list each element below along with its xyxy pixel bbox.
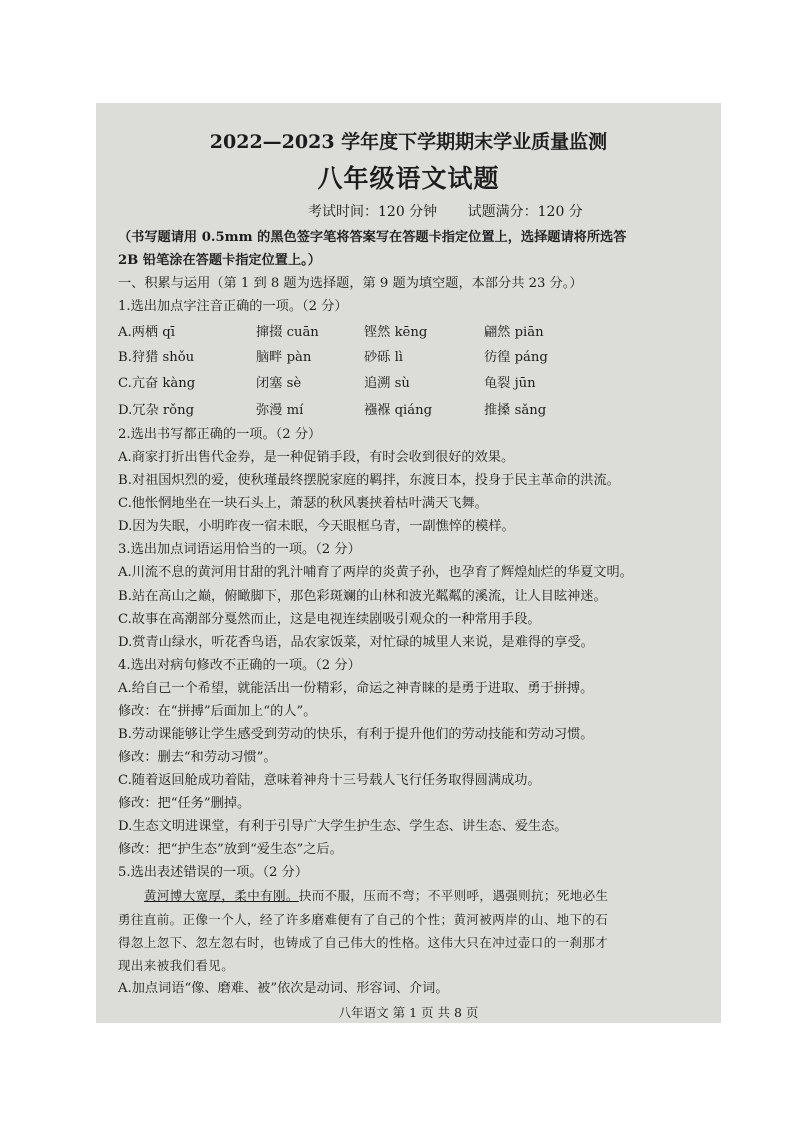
q4-stem: 4.选出对病句修改不正确的一项。（2 分） [118, 658, 361, 673]
q1-option-c-1: C.亢奋 kàng [118, 376, 196, 391]
q1-option-b-2: 脑畔 pàn [256, 350, 312, 365]
exam-paper [96, 103, 721, 1023]
instruction-line-2: 2B 铅笔涂在答题卡指定位置上。） [118, 253, 321, 268]
q4-fix-c: 修改：把“任务”删掉。 [118, 796, 251, 811]
q3-option-b: B.站在高山之巅，俯瞰脚下，那色彩斑斓的山林和波光粼粼的溪流，让人目眩神迷。 [118, 589, 607, 604]
q5-passage-line-1-rest: 抉而不服，压而不弯；不平则呼，遇强则抗；死地必生 [298, 888, 609, 903]
q5-option-a: A.加点词语“像、磨难、被”依次是动词、形容词、介词。 [118, 981, 449, 996]
q1-option-b-4: 彷徨 páng [484, 350, 548, 365]
q4-option-d: D.生态文明进课堂，有利于引导广大学生护生态、学生态、讲生态、爱生态。 [118, 819, 568, 834]
q2-option-d: D.因为失眠，小明昨夜一宿未眠，今天眼框乌青，一副憔悴的模样。 [118, 519, 515, 534]
q1-option-a-2: 撺掇 cuān [256, 325, 319, 340]
q2-option-a: A.商家打折出售代金券，是一种促销手段，有时会收到很好的效果。 [118, 450, 515, 465]
q1-option-d-4: 推搡 sǎng [484, 403, 547, 418]
full-score: 试题满分：120 分 [467, 204, 583, 220]
q2-option-c: C.他怅惘地坐在一块石头上，萧瑟的秋风裹挟着枯叶满天飞舞。 [118, 496, 488, 511]
q2-stem: 2.选出书写都正确的一项。（2 分） [118, 427, 322, 442]
q2-option-b: B.对祖国炽烈的爱，使秋瑾最终摆脱家庭的羁拌，东渡日本，投身于民主革命的洪流。 [118, 473, 620, 488]
exam-time: 考试时间：120 分钟 [308, 204, 438, 220]
q1-stem: 1.选出加点字注音正确的一项。（2 分） [118, 299, 348, 314]
q1-option-a-4: 翩然 piān [484, 325, 544, 340]
exam-subject-title: 八年级语文试题 [317, 164, 500, 193]
q5-passage-line-4: 现出来被我们看见。 [118, 958, 235, 973]
q5-passage-line-2: 勇往直前。正像一个人，经了许多磨难便有了自己的个性；黄河被两岸的山、地下的石 [118, 912, 609, 927]
q5-passage-line-3: 得忽上忽下、忽左忽右时，也铸成了自己伟大的性格。这伟大只在冲过壶口的一刹那才 [118, 935, 609, 950]
q3-option-a: A.川流不息的黄河用甘甜的乳汁哺育了两岸的炎黄子孙，也孕育了辉煌灿烂的华夏文明。 [118, 565, 633, 580]
q3-option-c: C.故事在高潮部分戛然而止，这是电视连续剧吸引观众的一种常用手段。 [118, 612, 541, 627]
q4-option-c: C.随着返回舱成功着陆，意味着神舟十三号载人飞行任务取得圆满成功。 [118, 773, 541, 788]
q1-option-d-3: 襁褓 qiáng [364, 403, 433, 418]
q5-passage-underlined: 黄河博大宽厚，柔中有刚。 [144, 888, 299, 903]
q1-option-c-3: 追溯 sù [364, 376, 410, 391]
section-title: 一、积累与运用（第 1 到 8 题为选择题，第 9 题为填空题，本部分共 23 分。） [118, 276, 583, 291]
q3-stem: 3.选出加点词语运用恰当的一项。（2 分） [118, 542, 361, 557]
q4-fix-b: 修改：删去“和劳动习惯”。 [118, 750, 277, 765]
exam-meta [308, 201, 609, 221]
q4-option-b: B.劳动课能够让学生感受到劳动的快乐，有利于提升他们的劳动技能和劳动习惯。 [118, 727, 594, 742]
q4-fix-d: 修改：把“护生态”放到“爱生态”之后。 [118, 842, 343, 857]
q4-option-a: A.给自己一个希望，就能活出一份精彩，命运之神青睐的是勇于进取、勇于拼搏。 [118, 681, 594, 696]
q3-option-d: D.赏青山绿水，听花香鸟语，品农家饭菜，对忙碌的城里人来说，是难得的享受。 [118, 635, 594, 650]
exam-year-title: 2022—2023 学年度下学期期末学业质量监测 [209, 131, 608, 153]
q1-option-d-2: 弥漫 mí [256, 403, 304, 418]
q1-option-c-4: 龟裂 jūn [484, 376, 536, 391]
q1-option-b-3: 砂砾 lì [364, 350, 404, 365]
q1-option-a-1: A.两栖 qī [118, 325, 175, 340]
page-footer: 八年语文 第 1 页 共 8 页 [338, 1005, 479, 1020]
q4-fix-a: 修改：在“拼搏”后面加上“的人”。 [118, 704, 317, 719]
q1-option-d-1: D.冗杂 rǒng [118, 403, 195, 418]
q1-option-a-3: 铿然 kēng [364, 325, 428, 340]
q1-option-b-1: B.狩猎 shǒu [118, 350, 195, 365]
q1-option-c-2: 闭塞 sè [256, 376, 302, 391]
instruction-line-1: （书写题请用 0.5mm 的黑色签字笔将答案写在答题卡指定位置上，选择题请将所选答 [118, 230, 627, 245]
q5-stem: 5.选出表述错误的一项。（2 分） [118, 865, 309, 880]
q5-passage-line-1 [144, 887, 608, 905]
